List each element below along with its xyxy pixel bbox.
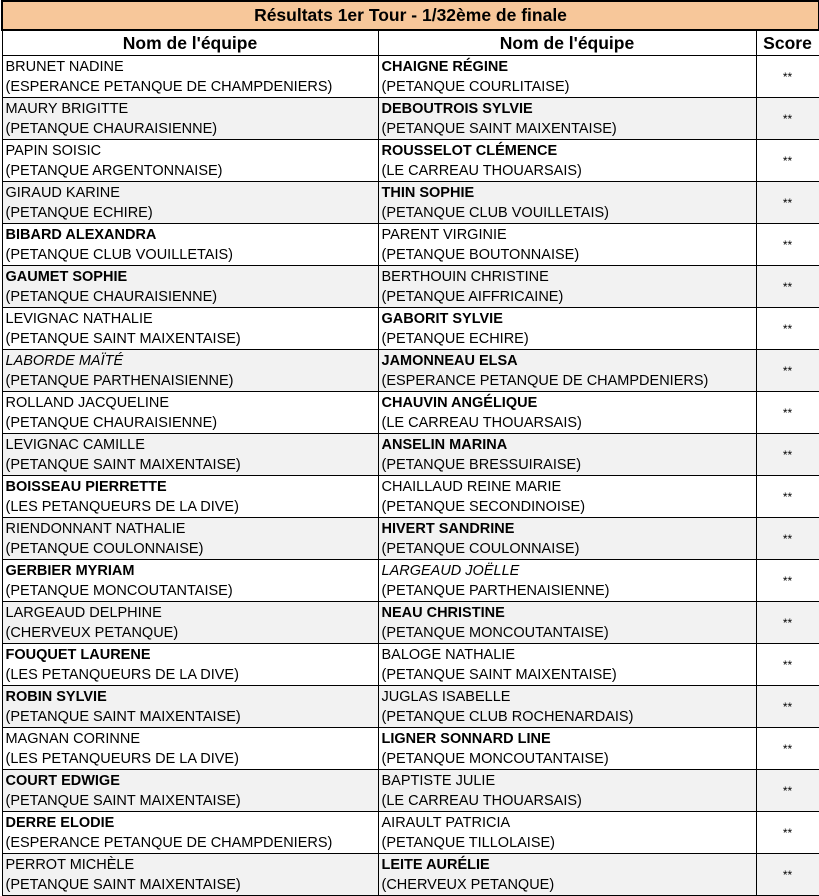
team-name: JAMONNEAU ELSA bbox=[381, 352, 518, 369]
team1-cell bbox=[2, 140, 378, 182]
team2-cell bbox=[378, 392, 756, 434]
match-row bbox=[2, 434, 819, 476]
team1-cell bbox=[2, 392, 378, 434]
team-club: (PETANQUE SECONDINOISE) bbox=[381, 498, 586, 515]
team-club: (PETANQUE CHAURAISIENNE) bbox=[5, 414, 218, 431]
team-club: (LES PETANQUEURS DE LA DIVE) bbox=[5, 750, 239, 767]
team2-cell bbox=[378, 308, 756, 350]
team-club: (PETANQUE COULONNAISE) bbox=[381, 540, 580, 557]
match-row bbox=[2, 350, 819, 392]
team-name: LABORDE MAÏTÉ bbox=[5, 352, 124, 369]
match-row bbox=[2, 98, 819, 140]
team1-cell bbox=[2, 518, 378, 560]
score-cell: ** bbox=[756, 350, 819, 392]
team1-cell bbox=[2, 224, 378, 266]
score-cell: ** bbox=[756, 644, 819, 686]
team-club: (PETANQUE PARTHENAISIENNE) bbox=[381, 582, 610, 599]
match-row bbox=[2, 182, 819, 224]
team-name: THIN SOPHIE bbox=[381, 184, 475, 201]
score-cell: ** bbox=[756, 392, 819, 434]
team2-cell bbox=[378, 434, 756, 476]
team-club: (PETANQUE SAINT MAIXENTAISE) bbox=[381, 666, 617, 683]
column-header-team2: Nom de l'équipe bbox=[378, 30, 756, 56]
team-club: (PETANQUE TILLOLAISE) bbox=[381, 834, 556, 851]
match-row bbox=[2, 560, 819, 602]
team-club: (PETANQUE MONCOUTANTAISE) bbox=[5, 582, 233, 599]
team1-cell bbox=[2, 98, 378, 140]
team-club: (PETANQUE ARGENTONNAISE) bbox=[5, 162, 223, 179]
team-name: PERROT MICHÈLE bbox=[5, 856, 135, 873]
team-name: LEVIGNAC NATHALIE bbox=[5, 310, 153, 327]
team-name: ROBIN SYLVIE bbox=[5, 688, 107, 705]
score-cell: ** bbox=[756, 728, 819, 770]
team2-cell bbox=[378, 56, 756, 98]
team-name: BALOGE NATHALIE bbox=[381, 646, 515, 663]
team-name: ROLLAND JACQUELINE bbox=[5, 394, 170, 411]
team-name: BOISSEAU PIERRETTE bbox=[5, 478, 167, 495]
team1-cell bbox=[2, 266, 378, 308]
team-club: (CHERVEUX PETANQUE) bbox=[5, 624, 179, 641]
team-club: (PETANQUE MONCOUTANTAISE) bbox=[381, 624, 609, 641]
team1-cell bbox=[2, 686, 378, 728]
header-row bbox=[2, 30, 819, 56]
team-name: DERRE ELODIE bbox=[5, 814, 115, 831]
team-club: (PETANQUE SAINT MAIXENTAISE) bbox=[381, 120, 617, 137]
match-row bbox=[2, 518, 819, 560]
team1-cell bbox=[2, 308, 378, 350]
team-name: COURT EDWIGE bbox=[5, 772, 120, 789]
match-row bbox=[2, 728, 819, 770]
team-club: (PETANQUE CHAURAISIENNE) bbox=[5, 120, 218, 137]
team-club: (PETANQUE SAINT MAIXENTAISE) bbox=[5, 456, 241, 473]
team1-cell bbox=[2, 854, 378, 896]
team1-cell bbox=[2, 602, 378, 644]
team1-cell bbox=[2, 812, 378, 854]
match-row bbox=[2, 392, 819, 434]
score-cell: ** bbox=[756, 56, 819, 98]
score-cell: ** bbox=[756, 560, 819, 602]
score-cell: ** bbox=[756, 854, 819, 896]
team-name: LARGEAUD JOËLLE bbox=[381, 562, 520, 579]
score-cell: ** bbox=[756, 476, 819, 518]
team-name: BIBARD ALEXANDRA bbox=[5, 226, 157, 243]
team2-cell bbox=[378, 854, 756, 896]
match-row bbox=[2, 224, 819, 266]
score-cell: ** bbox=[756, 518, 819, 560]
team2-cell bbox=[378, 644, 756, 686]
match-row bbox=[2, 644, 819, 686]
team2-cell bbox=[378, 266, 756, 308]
team-club: (PETANQUE COURLITAISE) bbox=[381, 78, 570, 95]
score-cell: ** bbox=[756, 434, 819, 476]
team-club: (PETANQUE ECHIRE) bbox=[5, 204, 153, 221]
match-row bbox=[2, 770, 819, 812]
team1-cell bbox=[2, 728, 378, 770]
team-name: RIENDONNANT NATHALIE bbox=[5, 520, 186, 537]
team-club: (LE CARREAU THOUARSAIS) bbox=[381, 414, 582, 431]
team-name: FOUQUET LAURENE bbox=[5, 646, 151, 663]
team-club: (PETANQUE PARTHENAISIENNE) bbox=[5, 372, 234, 389]
team-club: (PETANQUE SAINT MAIXENTAISE) bbox=[5, 792, 241, 809]
team-club: (LE CARREAU THOUARSAIS) bbox=[381, 792, 582, 809]
team-name: PARENT VIRGINIE bbox=[381, 226, 507, 243]
team-name: BRUNET NADINE bbox=[5, 58, 124, 75]
match-row bbox=[2, 140, 819, 182]
team-name: CHAIGNE RÉGINE bbox=[381, 58, 508, 75]
team2-cell bbox=[378, 770, 756, 812]
team-name: PAPIN SOISIC bbox=[5, 142, 102, 159]
team-club: (PETANQUE BRESSUIRAISE) bbox=[381, 456, 582, 473]
team-name: GIRAUD KARINE bbox=[5, 184, 120, 201]
page-title: Résultats 1er Tour - 1/32ème de finale bbox=[2, 1, 819, 30]
column-header-team1: Nom de l'équipe bbox=[2, 30, 378, 56]
score-cell: ** bbox=[756, 812, 819, 854]
team1-cell bbox=[2, 434, 378, 476]
team2-cell bbox=[378, 98, 756, 140]
team-club: (PETANQUE COULONNAISE) bbox=[5, 540, 204, 557]
team-name: ANSELIN MARINA bbox=[381, 436, 508, 453]
match-row bbox=[2, 476, 819, 518]
team2-cell bbox=[378, 728, 756, 770]
team1-cell bbox=[2, 350, 378, 392]
team-name: JUGLAS ISABELLE bbox=[381, 688, 511, 705]
score-cell: ** bbox=[756, 602, 819, 644]
score-cell: ** bbox=[756, 686, 819, 728]
team-name: NEAU CHRISTINE bbox=[381, 604, 505, 621]
team-club: (PETANQUE CLUB VOUILLETAIS) bbox=[5, 246, 233, 263]
team-name: GERBIER MYRIAM bbox=[5, 562, 135, 579]
score-cell: ** bbox=[756, 98, 819, 140]
team-name: MAURY BRIGITTE bbox=[5, 100, 129, 117]
team-name: CHAUVIN ANGÉLIQUE bbox=[381, 394, 538, 411]
team2-cell bbox=[378, 602, 756, 644]
team-club: (PETANQUE CLUB ROCHENARDAIS) bbox=[381, 708, 634, 725]
team2-cell bbox=[378, 476, 756, 518]
match-row bbox=[2, 854, 819, 896]
match-row bbox=[2, 686, 819, 728]
team-club: (LES PETANQUEURS DE LA DIVE) bbox=[5, 498, 239, 515]
team-club: (ESPERANCE PETANQUE DE CHAMPDENIERS) bbox=[381, 372, 709, 389]
title-row bbox=[2, 1, 819, 30]
match-row bbox=[2, 602, 819, 644]
team2-cell bbox=[378, 686, 756, 728]
team-club: (PETANQUE SAINT MAIXENTAISE) bbox=[5, 708, 241, 725]
team-name: CHAILLAUD REINE MARIE bbox=[381, 478, 562, 495]
team-name: LIGNER SONNARD LINE bbox=[381, 730, 551, 747]
team-club: (LE CARREAU THOUARSAIS) bbox=[381, 162, 582, 179]
score-cell: ** bbox=[756, 140, 819, 182]
team1-cell bbox=[2, 476, 378, 518]
team2-cell bbox=[378, 560, 756, 602]
score-cell: ** bbox=[756, 182, 819, 224]
team-club: (LES PETANQUEURS DE LA DIVE) bbox=[5, 666, 239, 683]
match-row bbox=[2, 56, 819, 98]
score-cell: ** bbox=[756, 224, 819, 266]
team-club: (PETANQUE SAINT MAIXENTAISE) bbox=[5, 330, 241, 347]
team-name: GABORIT SYLVIE bbox=[381, 310, 503, 327]
team1-cell bbox=[2, 182, 378, 224]
team2-cell bbox=[378, 518, 756, 560]
team2-cell bbox=[378, 812, 756, 854]
team-name: HIVERT SANDRINE bbox=[381, 520, 515, 537]
team-club: (PETANQUE MONCOUTANTAISE) bbox=[381, 750, 609, 767]
match-row bbox=[2, 266, 819, 308]
team-club: (PETANQUE BOUTONNAISE) bbox=[381, 246, 580, 263]
team-name: GAUMET SOPHIE bbox=[5, 268, 128, 285]
team-name: LEITE AURÉLIE bbox=[381, 856, 490, 873]
team2-cell bbox=[378, 140, 756, 182]
team-name: LARGEAUD DELPHINE bbox=[5, 604, 162, 621]
team2-cell bbox=[378, 350, 756, 392]
match-row bbox=[2, 812, 819, 854]
column-header-score: Score bbox=[756, 30, 819, 56]
team1-cell bbox=[2, 56, 378, 98]
team2-cell bbox=[378, 224, 756, 266]
team-club: (PETANQUE ECHIRE) bbox=[381, 330, 529, 347]
team-club: (ESPERANCE PETANQUE DE CHAMPDENIERS) bbox=[5, 834, 333, 851]
team1-cell bbox=[2, 770, 378, 812]
team-name: BERTHOUIN CHRISTINE bbox=[381, 268, 549, 285]
team2-cell bbox=[378, 182, 756, 224]
team-club: (PETANQUE CLUB VOUILLETAIS) bbox=[381, 204, 609, 221]
score-cell: ** bbox=[756, 770, 819, 812]
team1-cell bbox=[2, 644, 378, 686]
team-name: LEVIGNAC CAMILLE bbox=[5, 436, 145, 453]
team-name: ROUSSELOT CLÉMENCE bbox=[381, 142, 558, 159]
team-club: (ESPERANCE PETANQUE DE CHAMPDENIERS) bbox=[5, 78, 333, 95]
team-club: (CHERVEUX PETANQUE) bbox=[381, 876, 555, 893]
team1-cell bbox=[2, 560, 378, 602]
team-name: BAPTISTE JULIE bbox=[381, 772, 496, 789]
match-row bbox=[2, 308, 819, 350]
score-cell: ** bbox=[756, 266, 819, 308]
team-club: (PETANQUE AIFFRICAINE) bbox=[381, 288, 564, 305]
team-club: (PETANQUE CHAURAISIENNE) bbox=[5, 288, 218, 305]
score-cell: ** bbox=[756, 308, 819, 350]
team-name: DEBOUTROIS SYLVIE bbox=[381, 100, 533, 117]
team-club: (PETANQUE SAINT MAIXENTAISE) bbox=[5, 876, 241, 893]
team-name: MAGNAN CORINNE bbox=[5, 730, 141, 747]
team-name: AIRAULT PATRICIA bbox=[381, 814, 511, 831]
results-table bbox=[1, 0, 819, 896]
